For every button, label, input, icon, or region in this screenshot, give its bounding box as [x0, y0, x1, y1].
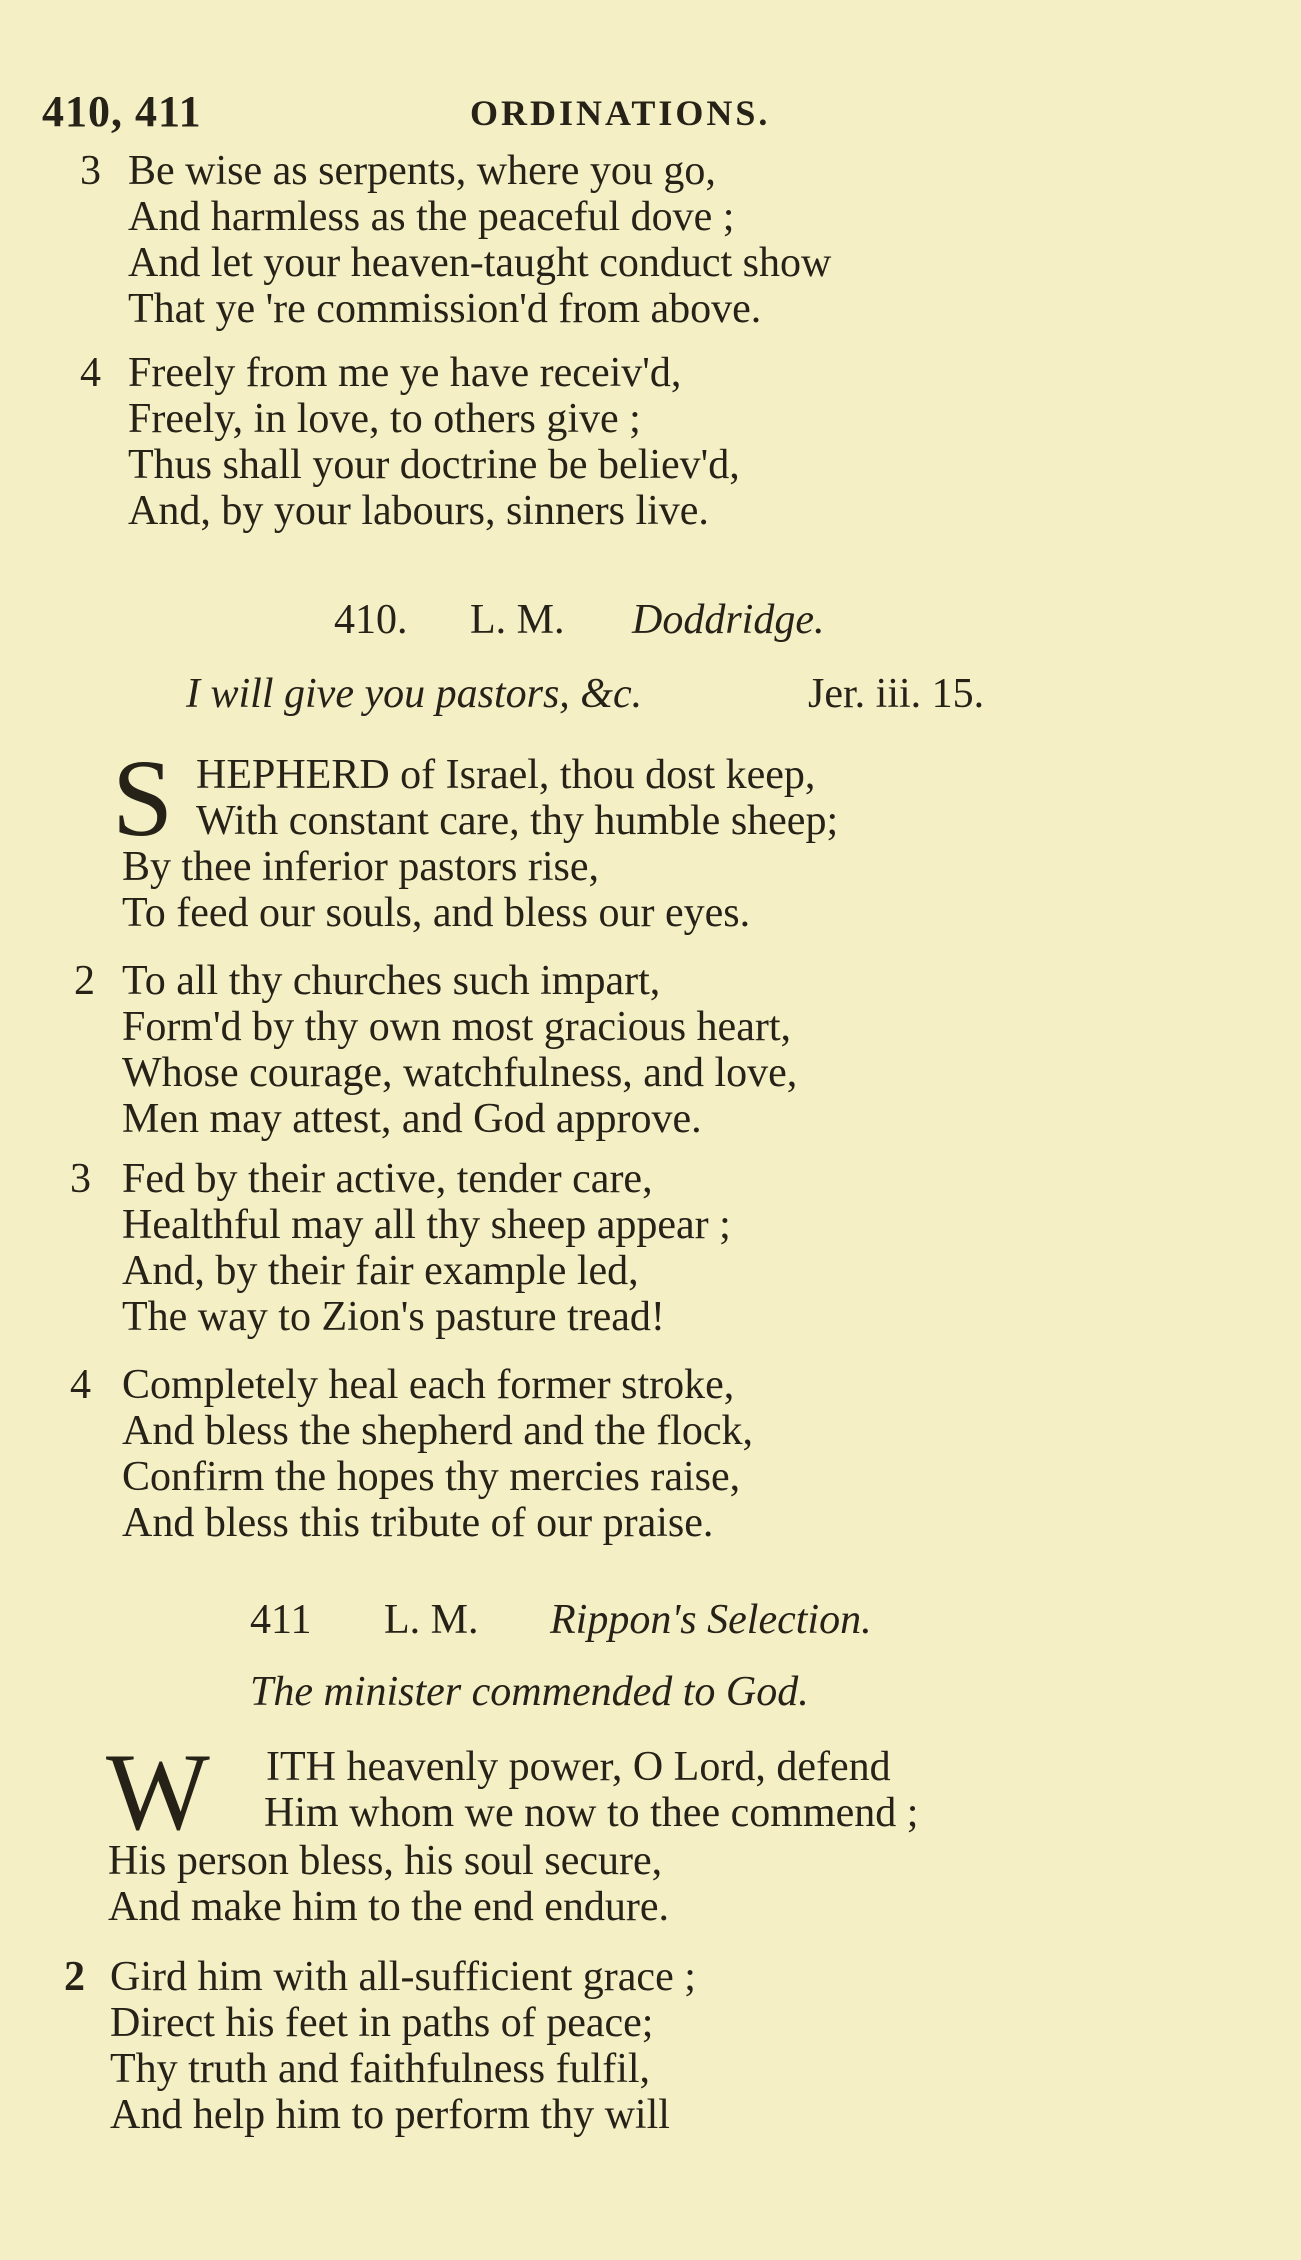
- verse-line: And let your heaven-taught conduct show: [128, 240, 832, 286]
- hymn-411-meter: L. M.: [384, 1597, 479, 1643]
- verse-line: Freely, in love, to others give ;: [128, 396, 641, 442]
- drop-cap-s: S: [112, 737, 174, 859]
- hymn-410-meter: L. M.: [470, 597, 565, 643]
- verse-line: With constant care, thy humble sheep;: [196, 798, 839, 844]
- page-numbers: 410, 411: [42, 87, 202, 136]
- verse-number: 3: [80, 148, 101, 194]
- verse-line: The way to Zion's pasture tread!: [122, 1294, 665, 1340]
- verse-line: And make him to the end endure.: [108, 1884, 670, 1930]
- verse-line: Thy truth and faithfulness fulfil,: [110, 2046, 651, 2092]
- verse-line: By thee inferior pastors rise,: [122, 844, 600, 890]
- verse-line: HEPHERD of Israel, thou dost keep,: [196, 752, 816, 798]
- hymn-410-author: Doddridge.: [632, 597, 825, 643]
- verse-line: His person bless, his soul secure,: [108, 1838, 663, 1884]
- verse-line: Confirm the hopes thy mercies raise,: [122, 1454, 741, 1500]
- verse-line: And bless the shepherd and the flock,: [122, 1408, 754, 1454]
- verse-line: Be wise as serpents, where you go,: [128, 148, 716, 194]
- verse-number: 4: [70, 1362, 91, 1408]
- verse-line: And, by their fair example led,: [122, 1248, 639, 1294]
- verse-line: To all thy churches such impart,: [122, 958, 661, 1004]
- verse-line: Direct his feet in paths of peace;: [110, 2000, 654, 2046]
- hymn-410-subtitle: I will give you pastors, &c.: [186, 671, 643, 717]
- page-title: ORDINATIONS.: [470, 93, 771, 133]
- verse-line: Him whom we now to thee commend ;: [264, 1790, 919, 1836]
- verse-number: 3: [70, 1156, 91, 1202]
- verse-line: Healthful may all thy sheep appear ;: [122, 1202, 731, 1248]
- verse-number: 2: [74, 958, 95, 1004]
- verse-number: 2: [64, 1954, 85, 2000]
- drop-cap-w: W: [106, 1731, 210, 1853]
- verse-line: And harmless as the peaceful dove ;: [128, 194, 735, 240]
- verse-line: Form'd by thy own most gracious heart,: [122, 1004, 791, 1050]
- hymn-410-reference: Jer. iii. 15.: [808, 671, 985, 717]
- verse-line: That ye 're commission'd from above.: [128, 286, 762, 332]
- verse-line: Gird him with all-sufficient grace ;: [110, 1954, 696, 2000]
- verse-line: Men may attest, and God approve.: [122, 1096, 702, 1142]
- hymn-410-number: 410.: [334, 597, 408, 643]
- verse-line: And bless this tribute of our praise.: [122, 1500, 714, 1546]
- verse-line: Completely heal each former stroke,: [122, 1362, 735, 1408]
- verse-line: Thus shall your doctrine be believ'd,: [128, 442, 740, 488]
- verse-line: Fed by their active, tender care,: [122, 1156, 653, 1202]
- hymn-411-number: 411: [250, 1597, 312, 1643]
- verse-line: Freely from me ye have receiv'd,: [128, 350, 682, 396]
- verse-line: ITH heavenly power, O Lord, defend: [266, 1744, 891, 1790]
- verse-line: Whose courage, watchfulness, and love,: [122, 1050, 798, 1096]
- hymn-411-subtitle: The minister commended to God.: [250, 1669, 809, 1715]
- verse-number: 4: [80, 350, 101, 396]
- verse-line: And, by your labours, sinners live.: [128, 488, 709, 534]
- hymn-411-author: Rippon's Selection.: [550, 1597, 872, 1643]
- verse-line: To feed our souls, and bless our eyes.: [122, 890, 751, 936]
- verse-line: And help him to perform thy will: [110, 2092, 670, 2138]
